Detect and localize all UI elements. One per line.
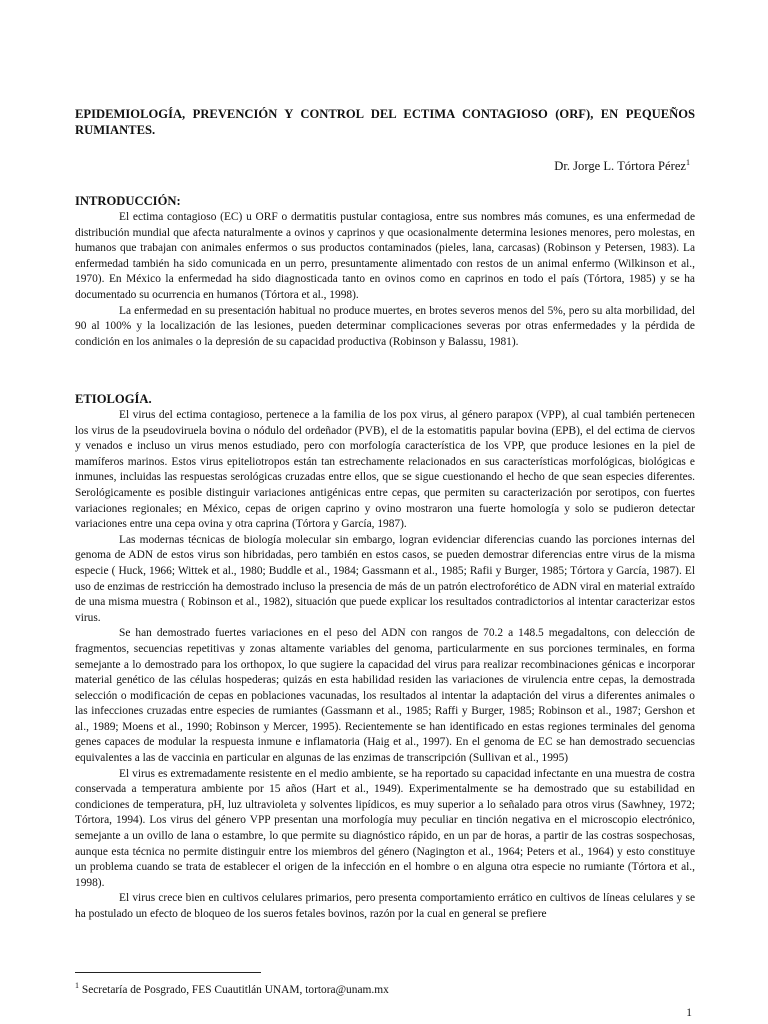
footnote-divider: [75, 972, 261, 973]
section-body-etiologia: [75, 408, 695, 923]
paper-title: EPIDEMIOLOGÍA, PREVENCIÓN Y CONTROL DEL ECTIMA CONTAGIOSO (ORF), EN PEQUEÑOS RUMIANTES.: [75, 107, 695, 137]
section-heading-introduccion: INTRODUCCIÓN:: [75, 194, 181, 208]
paragraph: El virus es extremadamente resistente en el medio ambiente, se ha reportado su capacidad infectante en una muestra de costra conservada a temperatura ambiente por 15 años (Hart et al., 1949). Experimentalmente se ha demostrado que su estabilidad en condiciones de temperatura, pH, luz ultravioleta y solventes lipídicos, es muy superior a lo señalado para otros virus (Sawhney, 1972; Tórtora, 1994). Los virus del género VPP presentan una morfología muy peculiar en tinción negativa en el microscopio electrónico, semejante a un ovillo de lana o estambre, lo que permite su diagnóstico rápido, en un par de horas, a partir de las costras sospechosas, aunque esta técnica no permite distinguir entre los miembros del género (Nagington et al., 1964; Peters et al., 1964) y esto constituye un problema cuando se trata de establecer el origen de la infección en el hombre o en alguna otra especie no rumiante (Tórtora et al., 1998).: [75, 767, 695, 889]
author-line: [554, 155, 690, 174]
paragraph: El virus del ectima contagioso, pertenece a la familia de los pox virus, al género parapox (VPP), al cual también pertenecen los virus de la pseudoviruela bovina o nódulo del ordeñador (PVB), el de la estomatitis papular bovina (EPB), el del ectima de ciervos y venados e incluso un virus menos estudiado, pero con morfología característica de los VPP, que produce lesiones en la piel de mamíferos marinos. Estos virus epiteliotropos están tan estrechamente relacionados en sus características morfológicas, biológicas e inmunes, incluidas las respuestas serológicas cruzadas entre ellos, que se sigue cuestionando el hecho de que sean especies diferentes. Serológicamente es posible distinguir variaciones antigénicas entre cepas, que permiten su caracterización por serotipos, con fuertes variaciones regionales; en México, cepas de origen caprino y ovino mostraron una fuerte homología y solo se pudieron detectar variaciones entre una cepa ovina y otra caprina (Tórtora y García, 1987).: [75, 409, 695, 531]
author-name: Dr. Jorge L. Tórtora Pérez: [554, 159, 686, 174]
paragraph: El virus crece bien en cultivos celulares primarios, pero presenta comportamiento errático en cultivos de líneas celulares y se ha postulado un efecto de bloqueo de los sueros fetales bovinos, razón por la cual en general se prefiere: [75, 892, 695, 920]
section-heading-etiologia: ETIOLOGÍA.: [75, 392, 152, 406]
footnote: [75, 979, 389, 997]
paragraph: Se han demostrado fuertes variaciones en el peso del ADN con rangos de 70.2 a 148.5 megadaltons, con delección de fragmentos, secuencias repetitivas y zonas altamente variables del genoma, particularmente en sus porciones terminales, en forma semejante a lo demostrado para los orthopox, lo que sugiere la capacidad del virus para realizar recombinaciones génicas e incorporar material genético de las células hospederas; quizás en esta habilidad residen las variaciones de virulencia entre cepas, la demostrada selección o modificación de cepas en poblaciones vacunadas, los resultados al intentar la adaptación del virus a diferentes animales o las infecciones cruzadas entre especies de rumiantes (Gassmann et al., 1985; Raffi y Burger, 1985; Robinson et al., 1987; Gershon et al., 1989; Moens et al., 1990; Robinson y Mercer, 1995). Recientemente se han identificado en estas regiones terminales del genoma genes capaces de modular la respuesta inmune e inflamatoria (Haig et al., 1997). En el genoma de EC se han demostrado secuencias equivalentes a las de vaccinia en particular en algunas de las enzimas de transcripción (Sullivan et al., 1995): [75, 627, 695, 765]
footnote-mark: 1: [75, 981, 79, 990]
section-body-introduccion: [75, 210, 695, 350]
page-number: 1: [686, 1007, 692, 1019]
paragraph: Las modernas técnicas de biología molecular sin embargo, logran evidenciar diferencias cuando las porciones internas del genoma de ADN de estos virus son hibridadas, pero también en estos casos, se pueden demostrar diferencias entre virus de la misma especie ( Huck, 1966; Wittek et al., 1980; Buddle et al., 1984; Gassmann et al., 1985; Rafii y Burger, 1985; Tórtora y García, 1987). El uso de enzimas de restricción ha demostrado incluso la presencia de más de un patrón electroforético de ADN viral en material extraído de una misma muestra ( Robinson et al., 1982), situación que puede explicar los resultados contradictorios al intentar caracterizar estos virus.: [75, 533, 695, 624]
author-footnote-mark: 1: [686, 158, 690, 167]
paragraph: El ectima contagioso (EC) u ORF o dermatitis pustular contagiosa, entre sus nombres más comunes, es una enfermedad de distribución mundial que afecta naturalmente a ovinos y caprinos y que ocasionalmente determina lesiones menores, pero molestas, en humanos que trabajan con animales enfermos o sus productos contaminados (pieles, lana, carcasas) (Robinson y Petersen, 1983). La enfermedad también ha sido comunicada en un perro, presuntamente alimentado con restos de un animal enfermo (Wilkinson et al., 1970). En México la enfermedad ha sido diagnosticada tanto en ovinos como en caprinos en todo el país (Tórtora, 1985) y se ha documentado su ocurrencia en humanos (Tórtora et al., 1998).: [75, 211, 695, 301]
footnote-text: Secretaría de Posgrado, FES Cuautitlán UNAM, tortora@unam.mx: [81, 983, 389, 996]
paragraph: La enfermedad en su presentación habitual no produce muertes, en brotes severos menos del 5%, pero su alta morbilidad, del 90 al 100% y la localización de las lesiones, pueden determinar complicaciones severas por otras enfermedades y la pérdida de condición en los animales o la depresión de su capacidad productiva (Robinson y Balassu, 1981).: [75, 304, 695, 348]
